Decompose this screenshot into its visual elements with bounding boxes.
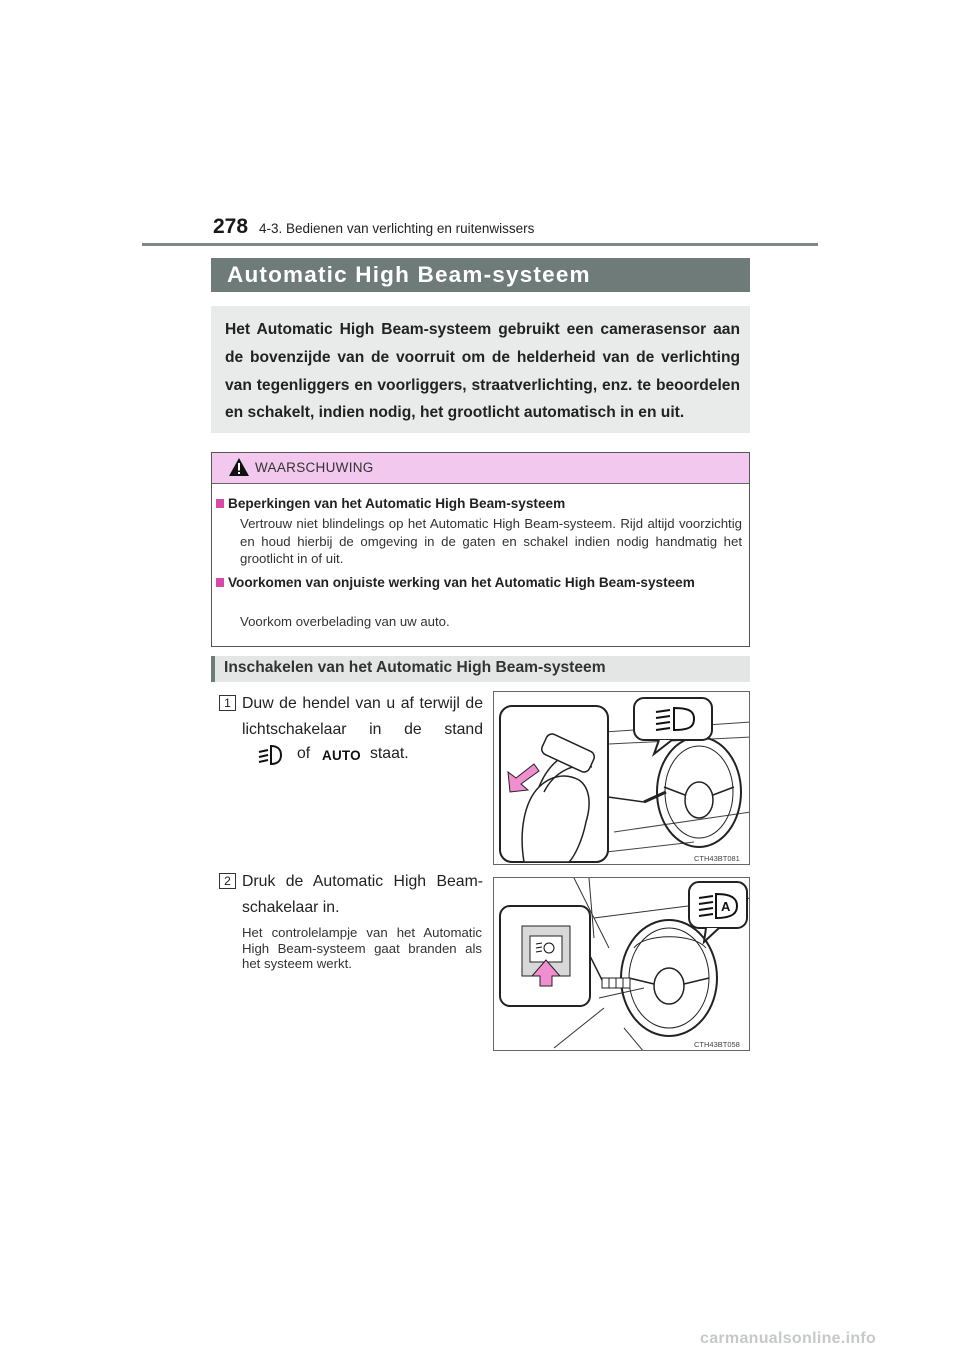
warning-item-title: Beperkingen van het Automatic High Beam-systeem [228, 496, 566, 511]
lever-drawing [494, 692, 750, 865]
headlight-icon [257, 743, 283, 767]
svg-text:A: A [721, 899, 731, 914]
section-title: Automatic High Beam-systeem [227, 262, 591, 287]
page-number: 278 [213, 215, 249, 238]
step-1-text: Duw de hendel van u af terwijl de lichtschakelaar in de stand [242, 695, 483, 738]
intro-text: Het Automatic High Beam-systeem gebruikt een camerasensor aan de bovenzijde van de voorruit om de helderheid van de verlichting van tegenliggers en voorliggers, straatverlichting, enz. te beoordelen en schakelt, indien nodig, het grootlicht automatisch in en uit. [225, 321, 740, 422]
heading-accent [211, 656, 215, 682]
illustration-switch [493, 877, 750, 1051]
image-code: CTH43BT081 [694, 854, 740, 863]
step-number-2: 2 [219, 873, 236, 889]
chapter-title: 4-3. Bedienen van verlichting en ruitenwissers [259, 221, 535, 236]
header-divider [142, 243, 818, 246]
watermark: carmanualsonline.info [700, 1330, 877, 1347]
warning-item-body: Voorkom overbelading van uw auto. [240, 614, 450, 629]
warning-header [212, 453, 749, 484]
warning-box [211, 452, 750, 647]
step-2-text: Druk de Automatic High Beam-schakelaar in. [242, 873, 483, 916]
inline-or: of [297, 745, 311, 762]
subsection-heading-bar [211, 656, 750, 682]
warning-item-title: Voorkomen van onjuiste werking van het Automatic High Beam-systeem [228, 575, 695, 590]
intro-box [211, 306, 750, 433]
switch-drawing [494, 878, 750, 1051]
warning-title: WAARSCHUWING [255, 460, 374, 475]
section-title-bar [211, 258, 750, 292]
step-1-inline-line [242, 742, 482, 770]
bullet-icon [216, 578, 224, 587]
illustration-lever [493, 691, 750, 865]
image-code: CTH43BT058 [694, 1040, 740, 1049]
inline-end: staat. [370, 745, 409, 762]
subsection-heading: Inschakelen van het Automatic High Beam-systeem [224, 659, 606, 676]
bullet-icon [216, 499, 224, 508]
warning-item-body: Vertrouw niet blindelings op het Automatic High Beam-systeem. Rijd altijd voorzichtig en houd hierbij de omgeving in de gaten en schakel indien nodig handmatig het grootlicht in of uit. [240, 516, 742, 566]
step-number-1: 1 [219, 695, 236, 711]
step-2-note: Het controlelampje van het Automatic High Beam-systeem gaat branden als het systeem werkt. [242, 925, 482, 971]
warning-triangle-icon [228, 457, 250, 477]
auto-label: AUTO [322, 748, 361, 763]
